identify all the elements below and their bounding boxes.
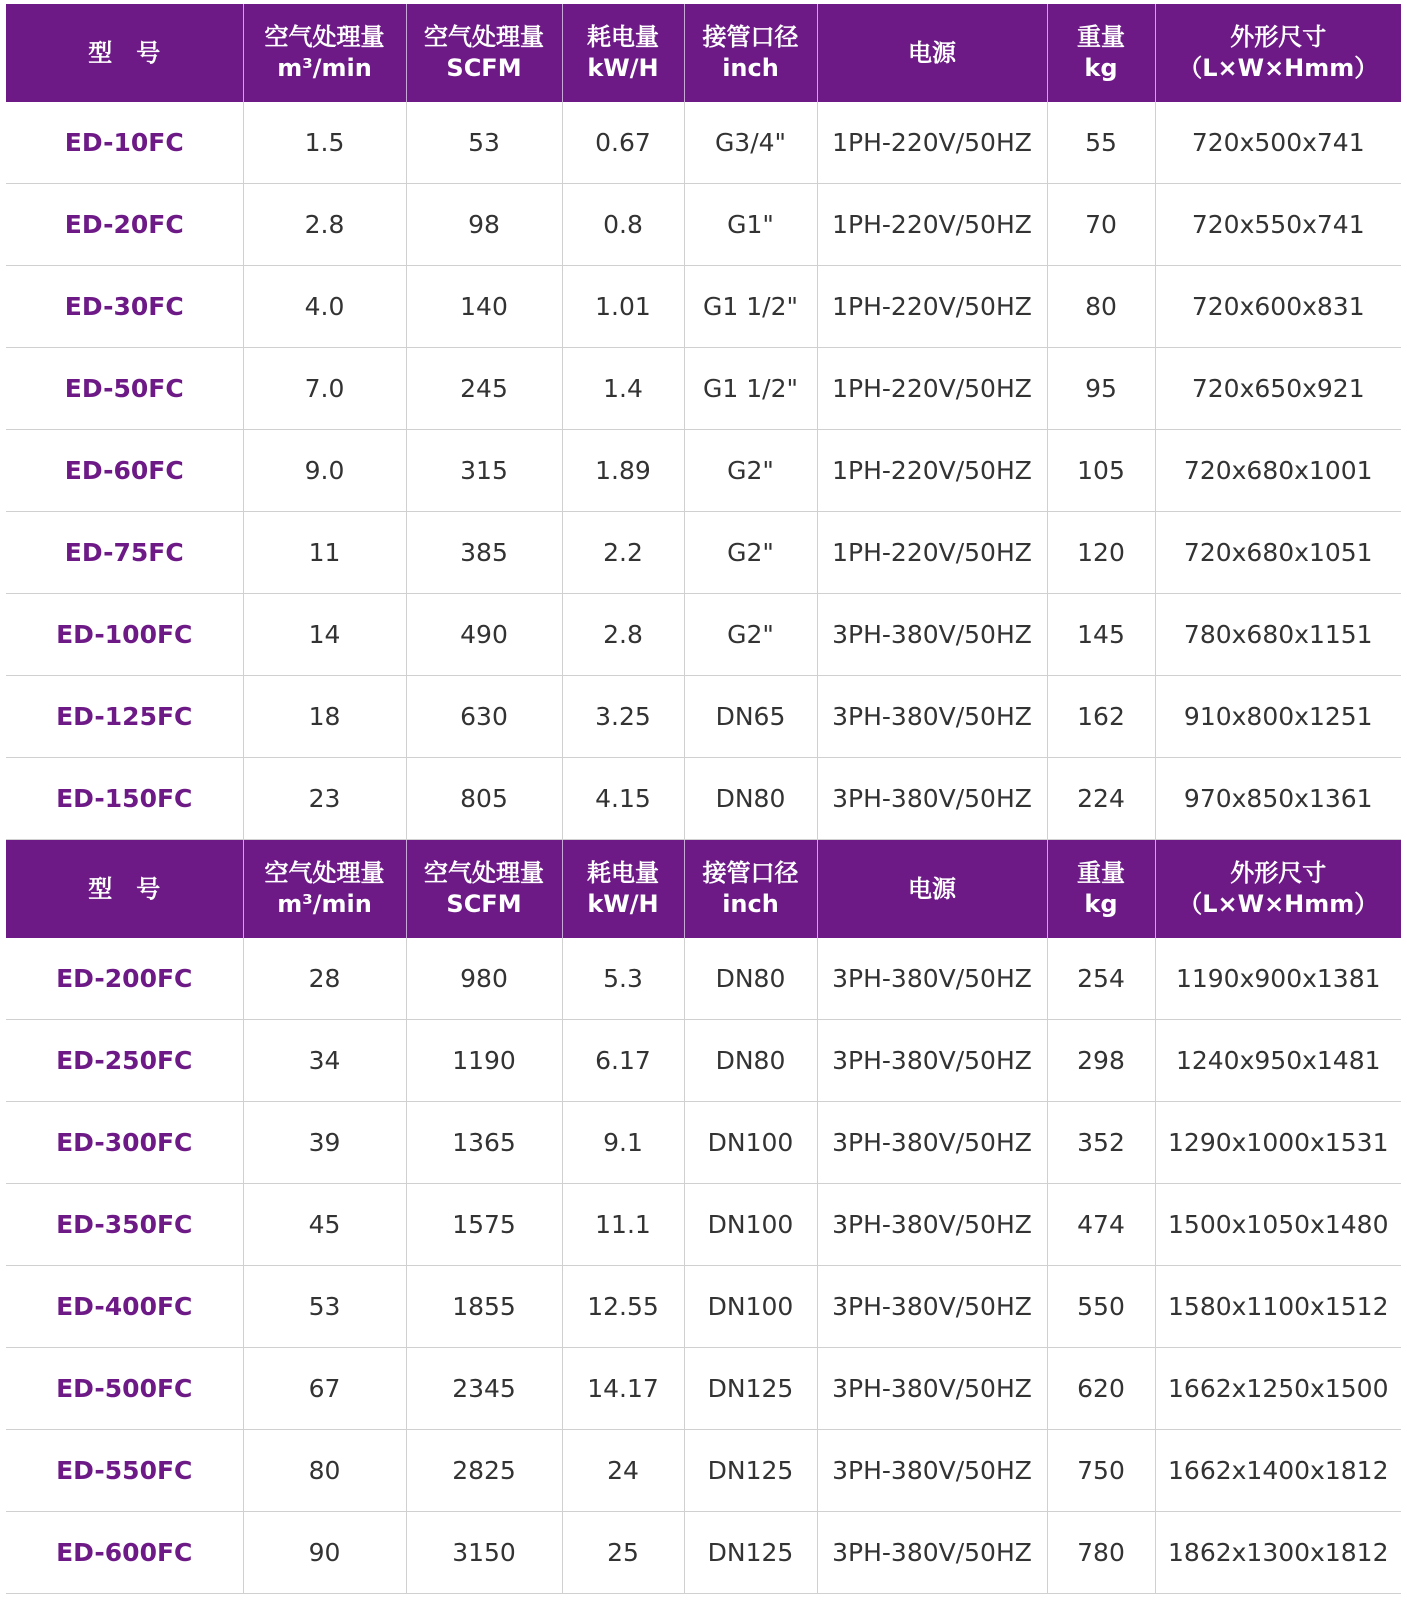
cell-air-flow-scfm: 805 (406, 758, 562, 840)
cell-dimensions: 720x680x1001 (1155, 430, 1401, 512)
header-connection (684, 4, 817, 102)
cell-dimensions: 720x500x741 (1155, 102, 1401, 184)
cell-air-flow-scfm: 1190 (406, 1020, 562, 1102)
cell-weight: 120 (1047, 512, 1155, 594)
cell-weight: 224 (1047, 758, 1155, 840)
cell-weight: 162 (1047, 676, 1155, 758)
cell-supply: 1PH-220V/50HZ (817, 102, 1047, 184)
header-air-flow-scfm-line: SCFM (446, 54, 522, 82)
cell-air-flow-m3: 34 (243, 1020, 406, 1102)
header-connection-line: inch (722, 54, 779, 82)
cell-dimensions: 1862x1300x1812 (1155, 1512, 1401, 1594)
cell-air-flow-scfm: 1365 (406, 1102, 562, 1184)
cell-supply: 3PH-380V/50HZ (817, 594, 1047, 676)
table-row (6, 184, 1401, 266)
cell-air-flow-m3: 7.0 (243, 348, 406, 430)
cell-power: 11.1 (562, 1184, 684, 1266)
cell-weight: 70 (1047, 184, 1155, 266)
table-row (6, 1102, 1401, 1184)
cell-air-flow-m3: 23 (243, 758, 406, 840)
cell-air-flow-scfm: 490 (406, 594, 562, 676)
cell-power: 6.17 (562, 1020, 684, 1102)
cell-dimensions: 1290x1000x1531 (1155, 1102, 1401, 1184)
header-weight-line: 重量 (1077, 859, 1125, 887)
cell-model: ED-200FC (6, 938, 243, 1020)
cell-weight: 474 (1047, 1184, 1155, 1266)
header-air-flow-m3-line: m³/min (277, 54, 372, 82)
cell-dimensions: 720x600x831 (1155, 266, 1401, 348)
cell-power: 25 (562, 1512, 684, 1594)
cell-connection: DN125 (684, 1348, 817, 1430)
cell-air-flow-m3: 28 (243, 938, 406, 1020)
cell-weight: 550 (1047, 1266, 1155, 1348)
spec-table (6, 4, 1401, 1594)
table-row (6, 1430, 1401, 1512)
cell-connection: DN80 (684, 938, 817, 1020)
cell-connection: G2" (684, 430, 817, 512)
cell-power: 5.3 (562, 938, 684, 1020)
cell-air-flow-scfm: 630 (406, 676, 562, 758)
cell-supply: 3PH-380V/50HZ (817, 1184, 1047, 1266)
header-model: 型 号 (6, 840, 243, 939)
cell-connection: G2" (684, 512, 817, 594)
header-power-line: 耗电量 (587, 23, 659, 51)
header-power (562, 840, 684, 939)
cell-power: 24 (562, 1430, 684, 1512)
table-row (6, 758, 1401, 840)
cell-air-flow-m3: 1.5 (243, 102, 406, 184)
cell-supply: 1PH-220V/50HZ (817, 512, 1047, 594)
cell-model: ED-75FC (6, 512, 243, 594)
cell-weight: 254 (1047, 938, 1155, 1020)
cell-dimensions: 1190x900x1381 (1155, 938, 1401, 1020)
cell-weight: 145 (1047, 594, 1155, 676)
table-row (6, 512, 1401, 594)
header-air-flow-scfm-line: 空气处理量 (424, 859, 544, 887)
header-air-flow-scfm (406, 4, 562, 102)
header-dimensions (1155, 840, 1401, 939)
cell-supply: 1PH-220V/50HZ (817, 348, 1047, 430)
cell-dimensions: 720x680x1051 (1155, 512, 1401, 594)
cell-model: ED-50FC (6, 348, 243, 430)
cell-air-flow-m3: 39 (243, 1102, 406, 1184)
cell-air-flow-scfm: 1855 (406, 1266, 562, 1348)
cell-dimensions: 780x680x1151 (1155, 594, 1401, 676)
cell-model: ED-300FC (6, 1102, 243, 1184)
cell-power: 3.25 (562, 676, 684, 758)
cell-model: ED-350FC (6, 1184, 243, 1266)
cell-supply: 1PH-220V/50HZ (817, 430, 1047, 512)
header-air-flow-m3 (243, 4, 406, 102)
header-power-line: 耗电量 (587, 859, 659, 887)
header-dimensions-line: 外形尺寸 (1230, 23, 1327, 51)
header-model: 型 号 (6, 4, 243, 102)
cell-air-flow-scfm: 3150 (406, 1512, 562, 1594)
cell-air-flow-m3: 4.0 (243, 266, 406, 348)
cell-model: ED-100FC (6, 594, 243, 676)
cell-weight: 620 (1047, 1348, 1155, 1430)
table-row (6, 1184, 1401, 1266)
cell-model: ED-600FC (6, 1512, 243, 1594)
table-row (6, 676, 1401, 758)
header-weight (1047, 4, 1155, 102)
cell-air-flow-scfm: 245 (406, 348, 562, 430)
cell-power: 1.4 (562, 348, 684, 430)
cell-power: 2.2 (562, 512, 684, 594)
cell-model: ED-20FC (6, 184, 243, 266)
header-supply: 电源 (817, 4, 1047, 102)
cell-supply: 1PH-220V/50HZ (817, 184, 1047, 266)
cell-model: ED-550FC (6, 1430, 243, 1512)
cell-air-flow-scfm: 2345 (406, 1348, 562, 1430)
header-air-flow-scfm (406, 840, 562, 939)
table-row (6, 938, 1401, 1020)
cell-power: 4.15 (562, 758, 684, 840)
cell-connection: DN80 (684, 758, 817, 840)
header-row (6, 4, 1401, 102)
cell-model: ED-60FC (6, 430, 243, 512)
header-dimensions (1155, 4, 1401, 102)
header-supply: 电源 (817, 840, 1047, 939)
cell-connection: G1 1/2" (684, 266, 817, 348)
cell-weight: 352 (1047, 1102, 1155, 1184)
header-air-flow-m3-line: 空气处理量 (264, 23, 385, 51)
header-connection-line: 接管口径 (702, 23, 799, 51)
cell-power: 0.67 (562, 102, 684, 184)
header-connection-line: inch (722, 890, 779, 918)
cell-power: 2.8 (562, 594, 684, 676)
cell-model: ED-150FC (6, 758, 243, 840)
cell-air-flow-scfm: 2825 (406, 1430, 562, 1512)
cell-dimensions: 910x800x1251 (1155, 676, 1401, 758)
cell-connection: DN125 (684, 1512, 817, 1594)
cell-model: ED-125FC (6, 676, 243, 758)
header-air-flow-scfm-line: 空气处理量 (424, 23, 544, 51)
cell-supply: 3PH-380V/50HZ (817, 676, 1047, 758)
cell-connection: G3/4" (684, 102, 817, 184)
cell-dimensions: 970x850x1361 (1155, 758, 1401, 840)
cell-air-flow-m3: 18 (243, 676, 406, 758)
header-air-flow-m3-line: m³/min (277, 890, 372, 918)
cell-weight: 105 (1047, 430, 1155, 512)
header-dimensions-line: （L×W×Hmm） (1178, 890, 1379, 918)
table-row (6, 102, 1401, 184)
cell-model: ED-500FC (6, 1348, 243, 1430)
cell-supply: 3PH-380V/50HZ (817, 1020, 1047, 1102)
cell-air-flow-m3: 45 (243, 1184, 406, 1266)
header-row (6, 840, 1401, 939)
cell-weight: 95 (1047, 348, 1155, 430)
header-power (562, 4, 684, 102)
cell-supply: 3PH-380V/50HZ (817, 1430, 1047, 1512)
cell-supply: 3PH-380V/50HZ (817, 1102, 1047, 1184)
header-connection (684, 840, 817, 939)
header-air-flow-scfm-line: SCFM (446, 890, 522, 918)
cell-weight: 780 (1047, 1512, 1155, 1594)
table-row (6, 266, 1401, 348)
cell-air-flow-m3: 80 (243, 1430, 406, 1512)
cell-dimensions: 1580x1100x1512 (1155, 1266, 1401, 1348)
cell-weight: 80 (1047, 266, 1155, 348)
cell-power: 1.89 (562, 430, 684, 512)
cell-model: ED-400FC (6, 1266, 243, 1348)
table-row (6, 1020, 1401, 1102)
cell-connection: DN100 (684, 1102, 817, 1184)
cell-connection: G1 1/2" (684, 348, 817, 430)
header-air-flow-m3 (243, 840, 406, 939)
cell-air-flow-m3: 11 (243, 512, 406, 594)
header-power-line: kW/H (587, 54, 659, 82)
cell-power: 1.01 (562, 266, 684, 348)
cell-power: 14.17 (562, 1348, 684, 1430)
table-row (6, 1266, 1401, 1348)
cell-air-flow-scfm: 315 (406, 430, 562, 512)
cell-weight: 298 (1047, 1020, 1155, 1102)
cell-air-flow-scfm: 98 (406, 184, 562, 266)
header-connection-line: 接管口径 (702, 859, 799, 887)
header-dimensions-line: （L×W×Hmm） (1178, 54, 1379, 82)
cell-weight: 750 (1047, 1430, 1155, 1512)
header-weight-line: kg (1084, 890, 1118, 918)
table-row (6, 348, 1401, 430)
cell-air-flow-m3: 2.8 (243, 184, 406, 266)
cell-supply: 3PH-380V/50HZ (817, 1512, 1047, 1594)
table-row (6, 1348, 1401, 1430)
cell-air-flow-scfm: 1575 (406, 1184, 562, 1266)
cell-weight: 55 (1047, 102, 1155, 184)
cell-power: 0.8 (562, 184, 684, 266)
cell-air-flow-m3: 14 (243, 594, 406, 676)
cell-supply: 1PH-220V/50HZ (817, 266, 1047, 348)
cell-supply: 3PH-380V/50HZ (817, 1266, 1047, 1348)
cell-dimensions: 1500x1050x1480 (1155, 1184, 1401, 1266)
cell-connection: DN80 (684, 1020, 817, 1102)
cell-air-flow-m3: 90 (243, 1512, 406, 1594)
cell-connection: DN100 (684, 1266, 817, 1348)
cell-air-flow-scfm: 980 (406, 938, 562, 1020)
cell-dimensions: 1662x1400x1812 (1155, 1430, 1401, 1512)
cell-power: 9.1 (562, 1102, 684, 1184)
cell-power: 12.55 (562, 1266, 684, 1348)
header-air-flow-m3-line: 空气处理量 (264, 859, 385, 887)
cell-dimensions: 1662x1250x1500 (1155, 1348, 1401, 1430)
header-weight-line: 重量 (1077, 23, 1125, 51)
cell-dimensions: 720x650x921 (1155, 348, 1401, 430)
table-row (6, 430, 1401, 512)
table-row (6, 594, 1401, 676)
cell-connection: G2" (684, 594, 817, 676)
cell-connection: DN100 (684, 1184, 817, 1266)
cell-supply: 3PH-380V/50HZ (817, 758, 1047, 840)
cell-air-flow-scfm: 53 (406, 102, 562, 184)
cell-air-flow-scfm: 385 (406, 512, 562, 594)
cell-dimensions: 1240x950x1481 (1155, 1020, 1401, 1102)
cell-supply: 3PH-380V/50HZ (817, 938, 1047, 1020)
cell-model: ED-250FC (6, 1020, 243, 1102)
header-power-line: kW/H (587, 890, 659, 918)
cell-air-flow-m3: 9.0 (243, 430, 406, 512)
cell-connection: DN65 (684, 676, 817, 758)
cell-model: ED-10FC (6, 102, 243, 184)
cell-connection: DN125 (684, 1430, 817, 1512)
header-weight-line: kg (1084, 54, 1118, 82)
cell-air-flow-m3: 53 (243, 1266, 406, 1348)
header-dimensions-line: 外形尺寸 (1230, 859, 1327, 887)
cell-connection: G1" (684, 184, 817, 266)
cell-model: ED-30FC (6, 266, 243, 348)
table-row (6, 1512, 1401, 1594)
cell-air-flow-scfm: 140 (406, 266, 562, 348)
cell-air-flow-m3: 67 (243, 1348, 406, 1430)
cell-supply: 3PH-380V/50HZ (817, 1348, 1047, 1430)
cell-dimensions: 720x550x741 (1155, 184, 1401, 266)
header-weight (1047, 840, 1155, 939)
